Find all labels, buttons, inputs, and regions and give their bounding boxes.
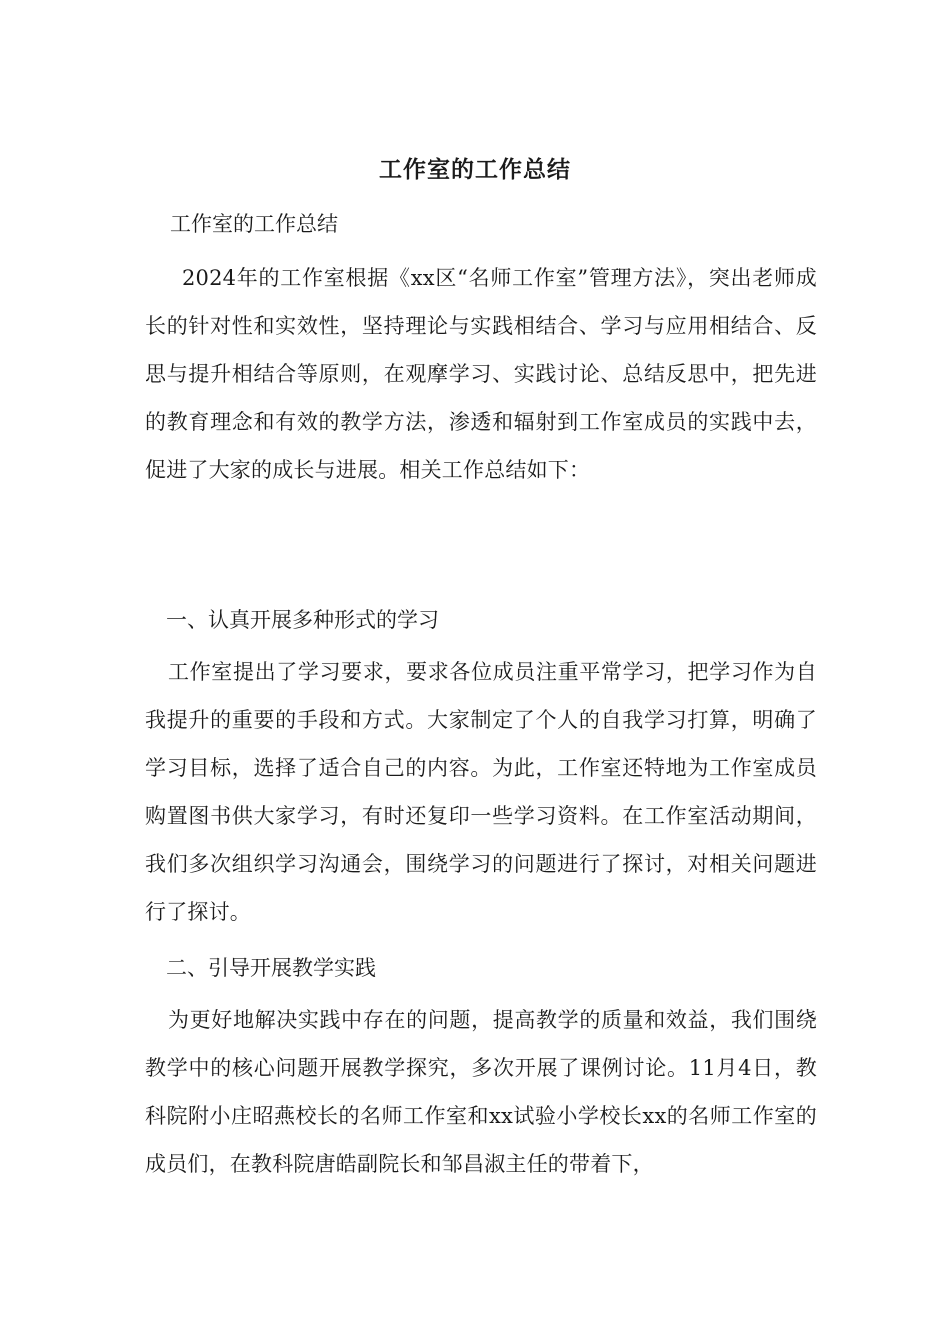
document-subtitle: 工作室的工作总结 [170,212,338,236]
section-2-paragraph: 为更好地解决实践中存在的问题，提高教学的质量和效益，我们围绕教学中的核心问题开展教学探究，多次开展了课例讨论。11月4日，教科院附小庄昭燕校长的名师工作室和xx试验小学校长xx的名师工作室的成员们，在教科院唐皓副院长和邹昌淑主任的带着下， [145,1008,817,1176]
section-1-heading: 一、认真开展多种形式的学习 [166,608,439,632]
section-1-paragraph: 工作室提出了学习要求，要求各位成员注重平常学习，把学习作为自我提升的重要的手段和方式。大家制定了个人的自我学习打算，明确了学习目标，选择了适合自己的内容。为此，工作室还特地为工作室成员购置图书供大家学习，有时还复印一些学习资料。在工作室活动期间，我们多次组织学习沟通会，围绕学习的问题进行了探讨，对相关问题进行了探讨。 [145,660,817,924]
document-title: 工作室的工作总结 [379,156,571,183]
section-2-heading: 二、引导开展教学实践 [166,956,376,980]
intro-paragraph: 2024年的工作室根据《xx区“名师工作室”管理方法》，突出老师成长的针对性和实效性，坚持理论与实践相结合、学习与应用相结合、反思与提升相结合等原则，在观摩学习、实践讨论、总结反思中，把先进的教育理念和有效的教学方法，渗透和辐射到工作室成员的实践中去，促进了大家的成长与进展。相关工作总结如下： [145,266,817,482]
